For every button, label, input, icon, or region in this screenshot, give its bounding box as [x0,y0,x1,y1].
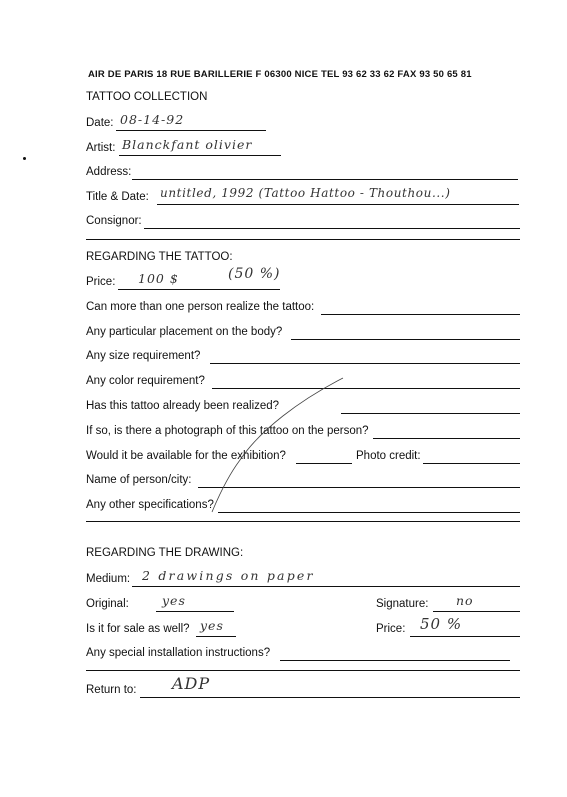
section-divider-1 [86,239,520,240]
consignor-label: Consignor: [86,215,142,227]
title-date-line [157,204,519,205]
photo-credit-label: Photo credit: [356,450,421,462]
photo-credit-line [423,463,520,464]
available-line [296,463,352,464]
for-sale-label: Is it for sale as well? [86,623,190,635]
name-city-line [198,487,520,488]
question-available: Would it be available for the exhibition? [86,450,286,462]
signature-value: no [456,593,474,608]
title-date-value: untitled, 1992 (Tattoo Hattoo - Thouthou...) [160,186,451,200]
return-to-label: Return to: [86,684,137,696]
other-line-2 [86,521,520,522]
question-more-than-one: Can more than one person realize the tattoo: [86,301,315,313]
drawing-price-label: Price: [376,623,406,635]
medium-value: 2 drawings on paper [142,568,315,583]
letterhead: AIR DE PARIS 18 RUE BARILLERIE F 06300 NICE TEL 93 62 33 62 FAX 93 50 65 81 [88,69,472,80]
photograph-line [373,438,520,439]
medium-line [132,586,520,587]
other-line [218,512,520,513]
question-color: Any color requirement? [86,375,205,387]
title-date-label: Title & Date: [86,191,149,203]
medium-label: Medium: [86,573,131,585]
question-other: Any other specifications? [86,499,214,511]
drawing-price-value: 50 % [420,615,463,633]
return-to-value: ADP [172,674,211,693]
tattoo-price-label: Price: [86,276,116,288]
return-to-line [140,697,520,698]
consignor-line [144,228,520,229]
question-size: Any size requirement? [86,350,201,362]
original-line [156,611,234,612]
question-placement: Any particular placement on the body? [86,326,283,338]
size-line [210,363,520,364]
stray-mark [23,157,26,160]
original-label: Original: [86,598,129,610]
drawing-section-heading: REGARDING THE DRAWING: [86,547,244,559]
question-name-city: Name of person/city: [86,474,192,486]
collection-title: TATTOO COLLECTION [86,91,208,103]
tattoo-section-heading: REGARDING THE TATTOO: [86,251,233,263]
placement-line [291,339,520,340]
original-value: yes [162,593,186,608]
artist-value: Blanckfant olivier [122,137,253,152]
realized-line [341,413,520,414]
more-than-one-line [321,314,520,315]
date-label: Date: [86,117,114,129]
address-line [132,179,518,180]
artist-label: Artist: [86,142,116,154]
tattoo-price-percent: (50 %) [228,266,281,282]
tattoo-price-line [118,289,280,290]
for-sale-value: yes [200,618,224,633]
installation-label: Any special installation instructions? [86,647,271,659]
installation-line [280,660,510,661]
artist-line [119,155,281,156]
date-value: 08-14-92 [120,112,185,127]
drawing-price-line [410,636,520,637]
signature-line [433,611,520,612]
signature-label: Signature: [376,598,429,610]
tattoo-price-value: 100 $ [138,271,179,286]
address-label: Address: [86,166,132,178]
question-realized: Has this tattoo already been realized? [86,400,280,412]
date-line [116,130,266,131]
color-line [212,388,520,389]
installation-line-2 [86,670,520,671]
question-photograph: If so, is there a photograph of this tattoo on the person? [86,425,369,437]
for-sale-line [196,636,236,637]
